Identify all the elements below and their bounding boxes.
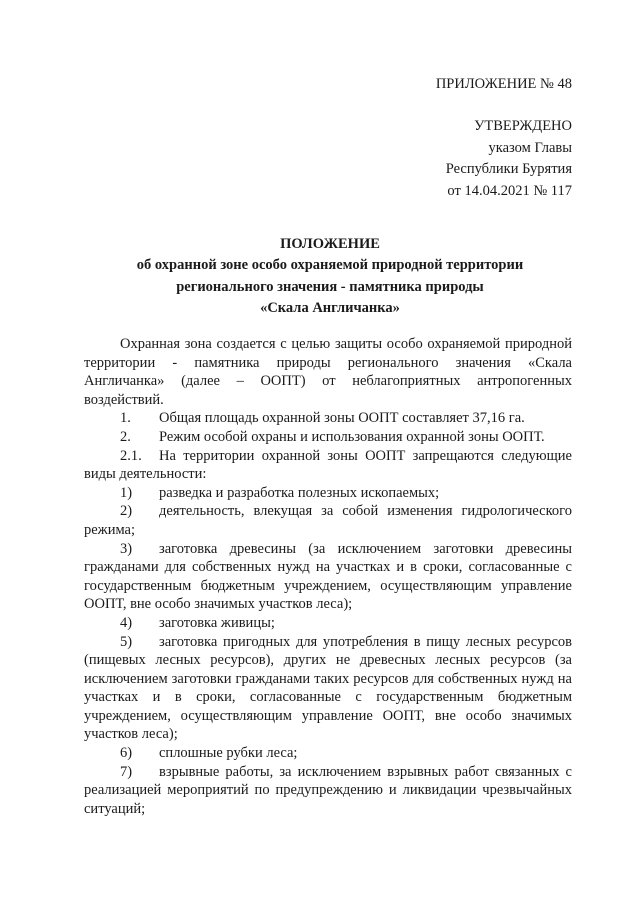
paragraph-text: деятельность, влекущая за собой изменения гидрологического режима; xyxy=(84,503,572,538)
paragraph-number: 2. xyxy=(120,428,131,445)
annex-number: ПРИЛОЖЕНИЕ № 48 xyxy=(435,76,572,92)
list-item xyxy=(84,633,572,745)
list-item xyxy=(84,540,572,614)
title-line: об охранной зоне особо охраняемой природной территории xyxy=(136,257,524,274)
paragraph-text: На территории охранной зоны ООПТ запрещаются следующие виды деятельности: xyxy=(84,447,572,483)
paragraph-text: заготовка пригодных для употребления в пищу лесных ресурсов (пищевых лесных ресурсов), других не древесных лесных ресурсов (за исключением заготовки гражданами таких ресурсов для собственных нужд на участках и в сроки, согласованные с государственным бюджетным учреждением, осуществляющим управление ООПТ, вне особо значимых участков леса); xyxy=(84,633,572,743)
approval-decree: указом Главы xyxy=(488,139,572,156)
paragraph-text: взрывные работы, за исключением взрывных работ связанных с реализацией мероприятий по предупреждению и ликвидации чрезвычайных ситуаций; xyxy=(84,763,572,817)
title-heading: ПОЛОЖЕНИЕ xyxy=(280,236,380,252)
paragraph-number: 1) xyxy=(120,484,133,501)
numbered-paragraph xyxy=(84,428,572,447)
paragraph-number: 7) xyxy=(120,763,133,780)
approval-block xyxy=(446,116,572,202)
paragraph-number: 2.1. xyxy=(120,447,142,464)
paragraph-text: Общая площадь охранной зоны ООПТ составляет 37,16 га. xyxy=(159,410,525,427)
paragraph-number: 6) xyxy=(120,745,133,762)
list-item xyxy=(84,502,572,539)
paragraph-number: 1. xyxy=(120,410,131,427)
paragraph-number: 4) xyxy=(120,614,133,631)
title-line: регионального значения - памятника природы xyxy=(176,278,484,295)
list-item xyxy=(84,484,572,503)
list-item xyxy=(84,614,572,633)
paragraph-text: заготовка древесины (за исключением заготовки древесины гражданами для собственных нужд на участках и в сроки, согласованные с государственным бюджетным учреждением, осуществляющим управление ООПТ, вне особо значимых участков леса); xyxy=(84,540,572,613)
intro-paragraph xyxy=(84,335,572,409)
paragraph-text: заготовка живицы; xyxy=(159,614,275,631)
approval-region: Республики Бурятия xyxy=(445,161,572,177)
paragraph-number: 2) xyxy=(120,503,133,520)
paragraph-text: Охранная зона создается с целью защиты особо охраняемой природной территории - памятника природы регионального значения «Скала Англичанка» (далее – ООПТ) от неблагоприятных антропогенных воздействий. xyxy=(84,336,572,408)
paragraph-text: сплошные рубки леса; xyxy=(159,745,298,762)
paragraph-number: 5) xyxy=(120,633,133,650)
paragraph-text: разведка и разработка полезных ископаемых; xyxy=(159,484,440,501)
title-line: «Скала Англичанка» xyxy=(260,299,400,316)
numbered-paragraph xyxy=(84,447,572,484)
list-item xyxy=(84,744,572,763)
numbered-paragraph xyxy=(84,409,572,428)
document-title xyxy=(60,234,600,319)
document-body xyxy=(84,335,572,818)
paragraph-number: 3) xyxy=(120,540,133,557)
paragraph-text: Режим особой охраны и использования охранной зоны ООПТ. xyxy=(159,428,545,445)
list-item xyxy=(84,763,572,819)
approval-status: УТВЕРЖДЕНО xyxy=(474,118,572,134)
approval-date-number: от 14.04.2021 № 117 xyxy=(447,182,572,199)
